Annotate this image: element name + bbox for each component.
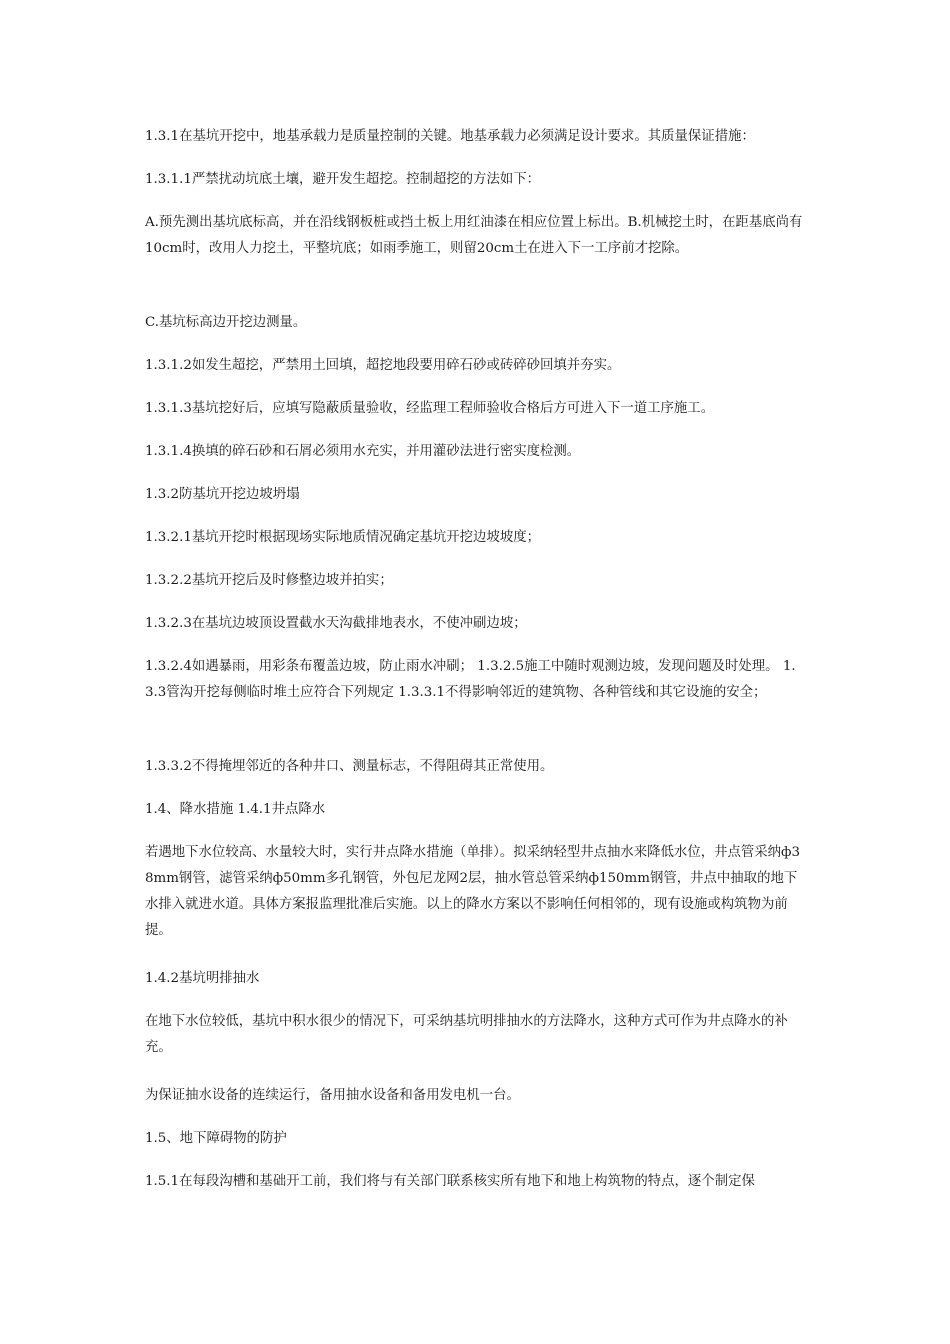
paragraph-1-3-2-3: 1.3.2.3在基坑边坡顶设置截水天沟截排地表水，不使冲刷边坡；	[145, 616, 527, 631]
paragraph-method-c: C.基坑标高边开挖边测量。	[145, 315, 307, 330]
paragraph-1-3-1-2: 1.3.1.2如发生超挖，严禁用土回填，超挖地段要用碎石砂或砖碎砂回填并夯实。	[145, 358, 621, 373]
paragraph-well-point-dewatering: 若遇地下水位较高、水量较大时，实行井点降水措施（单排）。拟采纳轻型井点抽水来降低水位，井点管采纳ф38mm钢管，滤管采纳ф50mm多孔钢管，外包尼龙网2层，抽水管总管采纳ф150mm钢管，井点中抽取的地下水排入就进水道。具体方案报监理批准后实施。以上的降水方案以不影响任何相邻的，现有设施或构筑物为前提。	[145, 845, 801, 938]
heading-1-5: 1.5、地下障碍物的防护	[145, 1131, 287, 1146]
paragraph-1-3-2-1: 1.3.2.1基坑开挖时根据现场实际地质情况确定基坑开挖边坡坡度；	[145, 530, 541, 545]
paragraph-1-3-1: 1.3.1在基坑开挖中，地基承载力是质量控制的关键。地基承载力必须满足设计要求。其质量保证措施：	[145, 129, 755, 144]
paragraph-1-3-1-3: 1.3.1.3基坑挖好后，应填写隐蔽质量验收，经监理工程师验收合格后方可进入下一道工序施工。	[145, 401, 715, 416]
heading-1-4: 1.4、降水措施 1.4.1井点降水	[145, 802, 326, 817]
paragraph-backup-equipment: 为保证抽水设备的连续运行，备用抽水设备和备用发电机一台。	[145, 1088, 520, 1103]
paragraph-method-a-b: A.预先测出基坑底标高，并在沿线钢板桩或挡土板上用红油漆在相应位置上标出。B.机械挖土时，在距基底尚有10cm时，改用人力挖土，平整坑底；如雨季施工，则留20cm土在进入下一工序前才挖除。	[145, 215, 803, 256]
paragraph-1-5-1: 1.5.1在每段沟槽和基础开工前，我们将与有关部门联系核实所有地下和地上构筑物的特点，逐个制定保	[145, 1174, 755, 1189]
heading-1-4-2: 1.4.2基坑明排抽水	[145, 971, 260, 986]
heading-1-3-2: 1.3.2防基坑开挖边坡坍塌	[145, 487, 300, 502]
paragraph-1-3-1-4: 1.3.1.4换填的碎石砂和石屑必须用水充实，并用灌砂法进行密实度检测。	[145, 444, 581, 459]
paragraph-1-3-2-2: 1.3.2.2基坑开挖后及时修整边坡并拍实；	[145, 573, 393, 588]
paragraph-1-3-3-2: 1.3.3.2不得掩埋邻近的各种井口、测量标志，不得阻碍其正常使用。	[145, 759, 554, 774]
paragraph-1-3-2-4: 1.3.2.4如遇暴雨，用彩条布覆盖边坡，防止雨水冲刷； 1.3.2.5施工中随时观测边坡，发现问题及时处理。 1.3.3管沟开挖每侧临时堆土应符合下列规定 1.3.3.1不得影响邻近的建筑物、各种管线和其它设施的安全；	[145, 659, 796, 700]
paragraph-open-drainage: 在地下水位较低，基坑中积水很少的情况下，可采纳基坑明排抽水的方法降水，这种方式可作为井点降水的补充。	[145, 1014, 788, 1055]
paragraph-1-3-1-1: 1.3.1.1严禁扰动坑底土壤，避开发生超挖。控制超挖的方法如下：	[145, 172, 541, 187]
